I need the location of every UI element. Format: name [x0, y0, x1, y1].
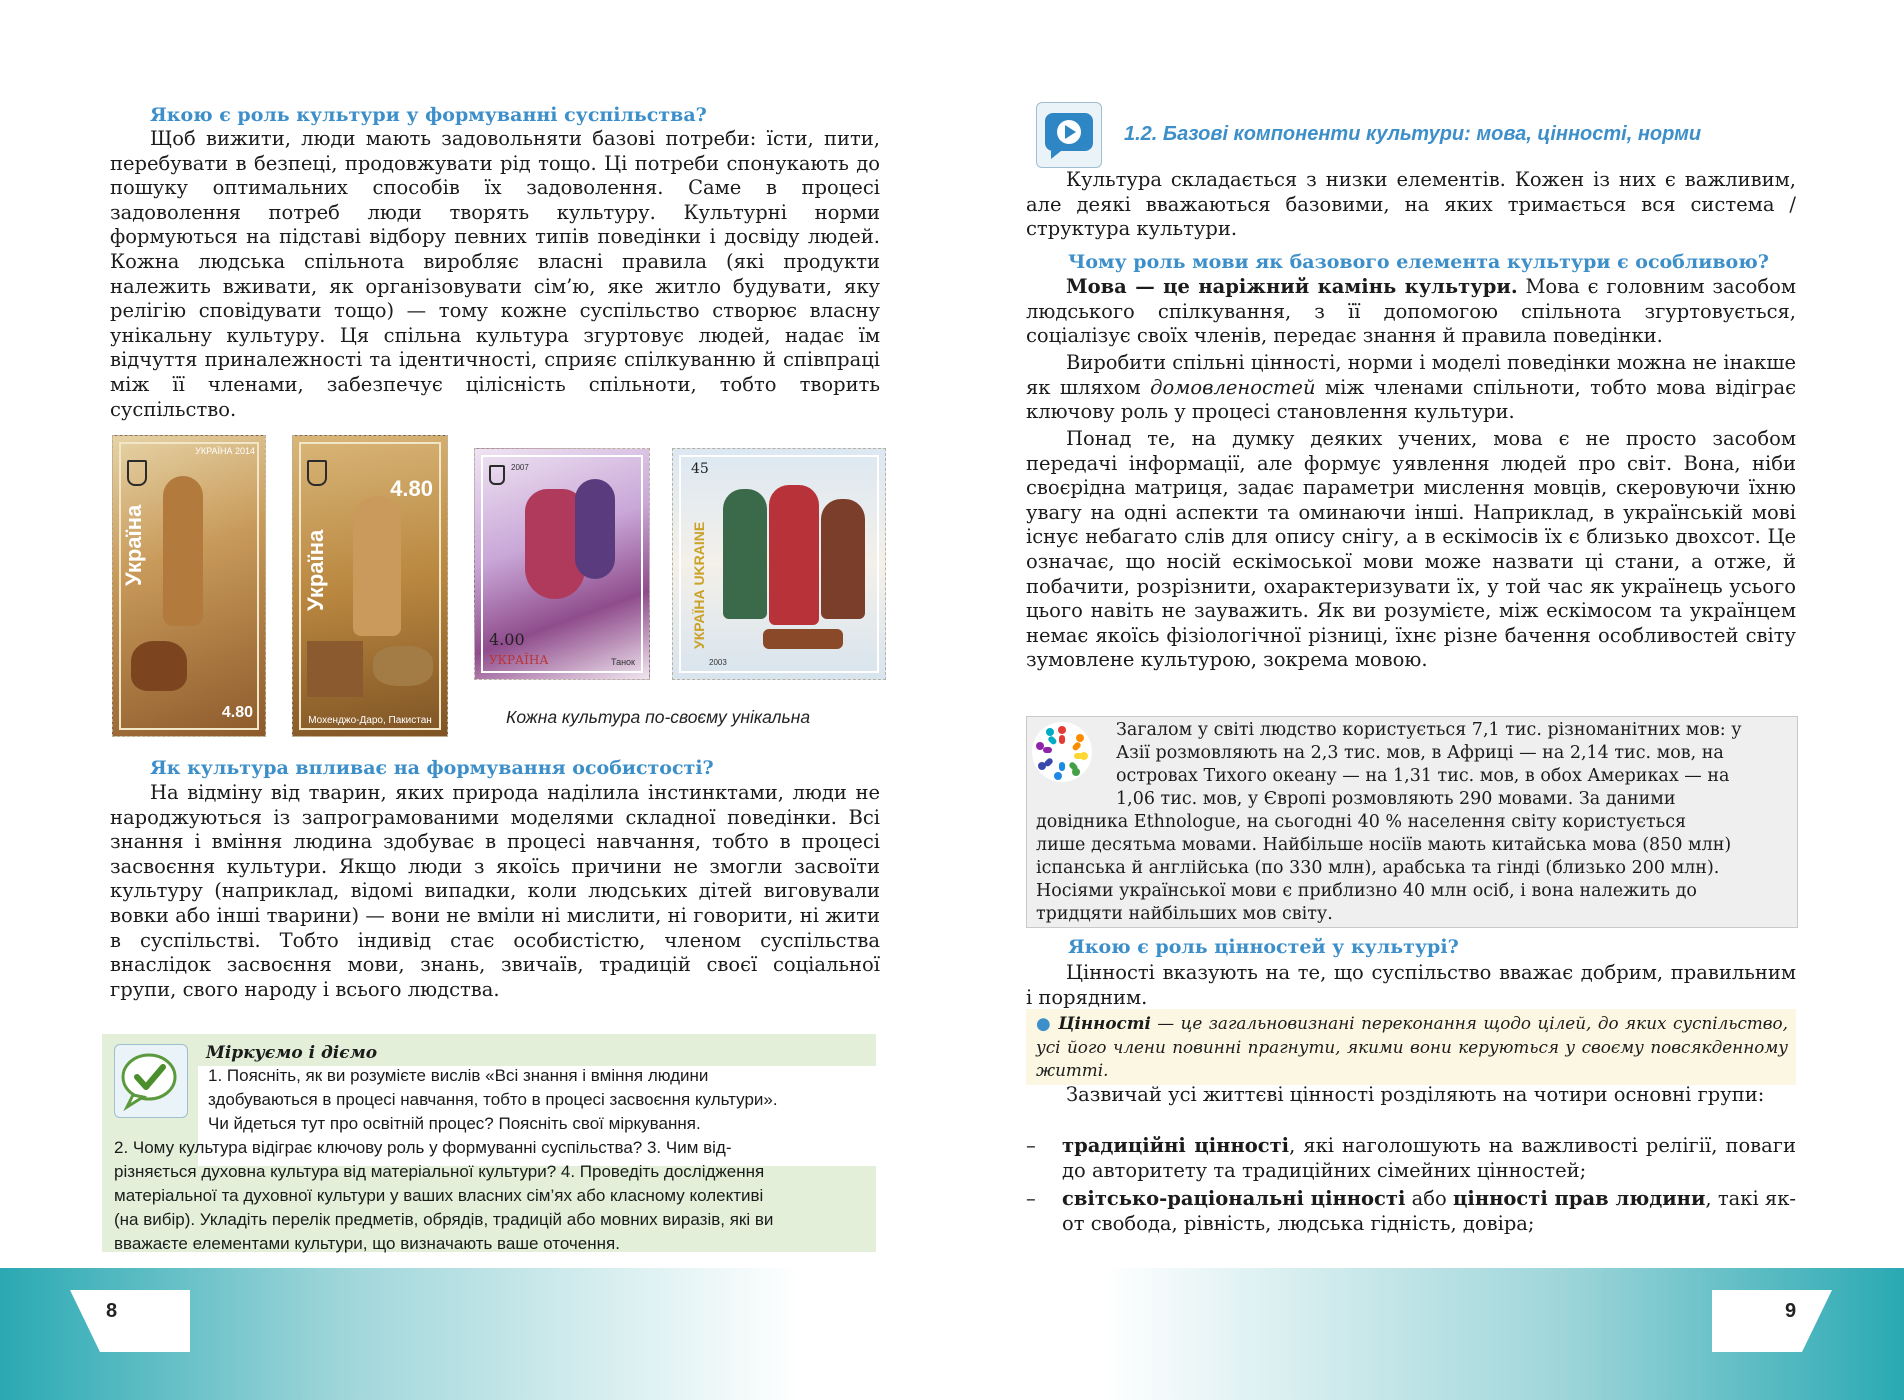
- paragraph-bold: Мова — це наріжний камінь культури.: [1066, 275, 1518, 298]
- question-heading: Якою є роль культури у формуванні суспільства?: [150, 104, 707, 126]
- paragraph: [1026, 1083, 1796, 1108]
- stamp-christmas: [672, 448, 886, 680]
- section-title: 1.2. Базові компоненти культури: мова, цінності, норми: [1124, 123, 1702, 145]
- fact-line: іспанська й англійська (по 330 млн), арабська та гінді (близько 200 млн).: [1036, 858, 1720, 878]
- stamp-dance: [474, 448, 650, 680]
- question-heading: Як культура впливає на формування особистості?: [150, 757, 714, 779]
- stamp-country-label: УКРАЇНА: [489, 653, 549, 667]
- definition-term: Цінності: [1058, 1013, 1151, 1033]
- stamp-year-label: 2003: [709, 658, 727, 667]
- stamp-value: 4.80: [221, 704, 253, 721]
- paragraph: [1026, 961, 1796, 1010]
- paragraph: [110, 781, 880, 1002]
- definition-text: [1036, 1012, 1788, 1083]
- fact-line: лише десятьма мовами. Найбільше носіїв мають китайська мова (850 млн): [1036, 835, 1732, 855]
- fact-line: довідника Ethnologue, на сьогодні 40 % населення світу користується: [1036, 812, 1687, 832]
- man-illustration: [821, 499, 865, 619]
- fact-line: Загалом у світі людство користується 7,1 тис. різноманітних мов: у: [1116, 720, 1742, 740]
- paragraph-text: Мова є головним засобом людського спілкування, з її допомогою спільнота згуртовується, соціалізує своїх членів, передає знання й правила поведінки.: [1026, 275, 1796, 348]
- page-number-right: 9: [1785, 1300, 1797, 1322]
- paragraph-text: Зазвичай усі життєві цінності розділяють на чотири основні групи:: [1066, 1083, 1765, 1106]
- paragraph: [110, 127, 880, 422]
- list-item-bold: традиційні цінності: [1062, 1134, 1290, 1157]
- paragraph-text: Понад те, на думку деяких учених, мова є не просто засобом передачі інформації, але формує уявлення людей про світ. Вона, ніби своєрідна матриця, задає параметри мислення мовців, скеровуючи їхню увагу на одні аспекти та оминаючи інші. Наприклад, в українській мові існує небагато слів для опису снігу, а в ескімосів їх є близько двохсот. Це означає, що носій ескімоської мови може назвати ці стани, а отже, й побачити, розрізнити, охарактеризувати їх, у той час як українець усього цього навіть не зауважить. Як ви розумієте, між ескімосом та українцем немає якоїсь фізіологічної різниці, їхнє різне бачення особливостей світу зумовлене культурою, зокрема мовою.: [1026, 427, 1796, 672]
- paragraph-text: На відміну від тварин, яких природа наділила інстинктами, люди не народжуються із запрограмованими моделями складної поведінки. Всі знання і вміння людина здобуває в процесі навчання, тобто в процесі засвоєння культури. Якщо люди з якоїсь причини не змогли засвоїти культуру (наприклад, відомі випадки, коли людських дітей виговували вовки або інші тварини) — вони не вміли ні мислити, ні говорити, ні жити в суспільстві. Тобто індивід стає особистістю, членом суспільства внаслідок засвоєння мови, знань, звичаїв, традицій своєї соціальної групи, свого народу і всього людства.: [110, 781, 880, 1001]
- think-task-line: Чи йдеться тут про освітній процес? Поясніть свої міркування.: [208, 1114, 701, 1133]
- think-task-line: вважаєте елементами культури, що визначають ваше оточення.: [114, 1234, 620, 1253]
- stamp-year-label: 2007: [511, 463, 529, 472]
- paragraph-text: між членами спільноти, тобто мова відіграє ключову роль у процесі становлення культури.: [1026, 375, 1796, 424]
- think-task-line: 1. Поясніть, як ви розумієте вислів «Всі знання і вміння людини: [208, 1066, 709, 1085]
- paragraph-text: Виробити спільні цінності, норми і моделі поведінки можна не інакше як шляхом: [1026, 351, 1797, 399]
- paragraph: [1026, 427, 1796, 673]
- paragraph-italic: домовленостей: [1150, 375, 1316, 399]
- woman-illustration: [769, 485, 819, 625]
- fact-line: 1,06 тис. мов, у Європі розмовляють 290 мовами. За даними: [1116, 789, 1676, 809]
- stamp-value: 4.80: [390, 476, 433, 501]
- sled-illustration: [763, 629, 843, 649]
- stamp-year-label: УКРАЇНА 2014: [195, 446, 255, 456]
- people-circle-icon: [1030, 720, 1094, 784]
- list-item-text: або: [1405, 1187, 1453, 1210]
- question-heading: Якою є роль цінностей у культурі?: [1068, 936, 1459, 958]
- paragraph: [1026, 275, 1796, 349]
- paragraph-text: Цінності вказують на те, що суспільство вважає добрим, правильним і порядним.: [1026, 961, 1796, 1009]
- list-item: [1062, 1187, 1796, 1236]
- stamp-country-label: УКРАЇНА UKRAINE: [691, 521, 707, 649]
- list-item-text: , які наголошують на важливості релігії, поваги до авторитету та традиційних сімейних цінностей;: [1062, 1134, 1796, 1182]
- page-number-left: 8: [106, 1300, 118, 1322]
- paragraph-text: Щоб вижити, люди мають задовольняти базові потреби: їсти, пити, перебувати в безпеці, продовжувати рід тощо. Ці потреби спонукають до пошуку оптимальних способів їх задоволення. Саме в процесі задоволення потреб люди творять культуру. Культурні норми формуються на підставі відбору певних типів поведінки і досвіду людей. Кожна людська спільнота виробляє власні правила (які продукти належить вживати, як організовувати сім’ю, яке житло будувати, яку релігію сповідувати тощо) — тому кожне суспільство створює власну унікальну культуру. Ця спільна культура згуртовує людей, надає їм відчуття приналежності та ідентичності, сприяє спілкуванню й співпраці між її членами, забезпечує цілісність спільноти, тобто творить суспільство.: [110, 127, 880, 421]
- think-task-line: здобуваються в процесі навчання, тобто в процесі засвоєння культури».: [208, 1090, 778, 1109]
- list-item-bold: цінності прав людини: [1453, 1187, 1706, 1210]
- think-task-line: 2. Чому культура відіграє ключову роль у формуванні суспільства? 3. Чим від-: [114, 1138, 732, 1157]
- stamp-value: 4.00: [489, 630, 525, 649]
- stamp-mohenjo-daro: [292, 435, 448, 737]
- fact-line: островах Тихого океану — на 1,31 тис. мов, в обох Америках — на: [1116, 766, 1730, 786]
- list-dash: –: [1026, 1134, 1036, 1157]
- list-dash: –: [1026, 1187, 1036, 1210]
- image-caption: Кожна культура по-своєму унікальна: [506, 707, 811, 727]
- seal-illustration: [307, 641, 363, 697]
- stamp-country-label: Україна: [121, 504, 146, 586]
- pot-illustration: [131, 641, 187, 691]
- trident-icon: [307, 460, 327, 486]
- stamp-country-label: Україна: [303, 529, 328, 611]
- paragraph: [1026, 168, 1796, 242]
- bullet-icon: ●: [1036, 1013, 1052, 1033]
- think-task-line: різняється духовна культура від матеріальної культури? 4. Проведіть дослідження: [114, 1162, 765, 1181]
- footer-band: [0, 1268, 1904, 1400]
- list-item-text: , такі як-от свобода, рівність, людська гідність, довіра;: [1062, 1187, 1796, 1235]
- paragraph-text: Культура складається з низки елементів. Кожен із них є важливим, але деякі вважаються базовими, на яких тримається вся система / структура культури.: [1026, 168, 1796, 241]
- figurine-illustration: [163, 476, 203, 626]
- stamp-trypillia: [112, 435, 266, 737]
- stamp-title: Танок: [610, 657, 635, 667]
- figurine-illustration: [353, 496, 401, 636]
- paragraph: [1026, 351, 1796, 425]
- bowl-illustration: [373, 646, 433, 686]
- trident-icon: [489, 465, 505, 485]
- list-item-bold: світсько-раціональні цінності: [1062, 1187, 1406, 1210]
- stamp-value: 45: [691, 461, 709, 477]
- think-task-line: матеріальної та духовної культури у ваших власних сім’ях або класному колективі: [114, 1186, 764, 1205]
- man-illustration: [723, 489, 767, 619]
- stamp-caption: Мохенджо-Даро, Пакистан: [308, 715, 432, 726]
- fact-line: Носіями української мови є приблизно 40 млн осіб, і вона належить до: [1036, 881, 1697, 901]
- think-task-line: (на вибір). Укладіть перелік предметів, обрядів, традицій або мовних виразів, які ви: [114, 1210, 774, 1229]
- definition-body: — це загальновизнані переконання щодо цілей, до яких суспільство, усі його члени повинні прагнути, якими вони керуються у своєму повсякденному житті.: [1036, 1013, 1788, 1081]
- list-item: [1062, 1134, 1796, 1183]
- musician-illustration: [575, 479, 615, 579]
- question-heading: Чому роль мови як базового елемента культури є особливою?: [1068, 251, 1769, 273]
- fact-line: Азії розмовляють на 2,3 тис. мов, в Африці — на 2,14 тис. мов, на: [1116, 743, 1724, 763]
- think-box-title: Міркуємо і діємо: [206, 1043, 378, 1063]
- trident-icon: [127, 460, 147, 486]
- play-video-icon[interactable]: [1036, 102, 1102, 168]
- speech-check-icon: [114, 1044, 188, 1118]
- fact-line: тридцяти найбільших мов світу.: [1036, 904, 1333, 924]
